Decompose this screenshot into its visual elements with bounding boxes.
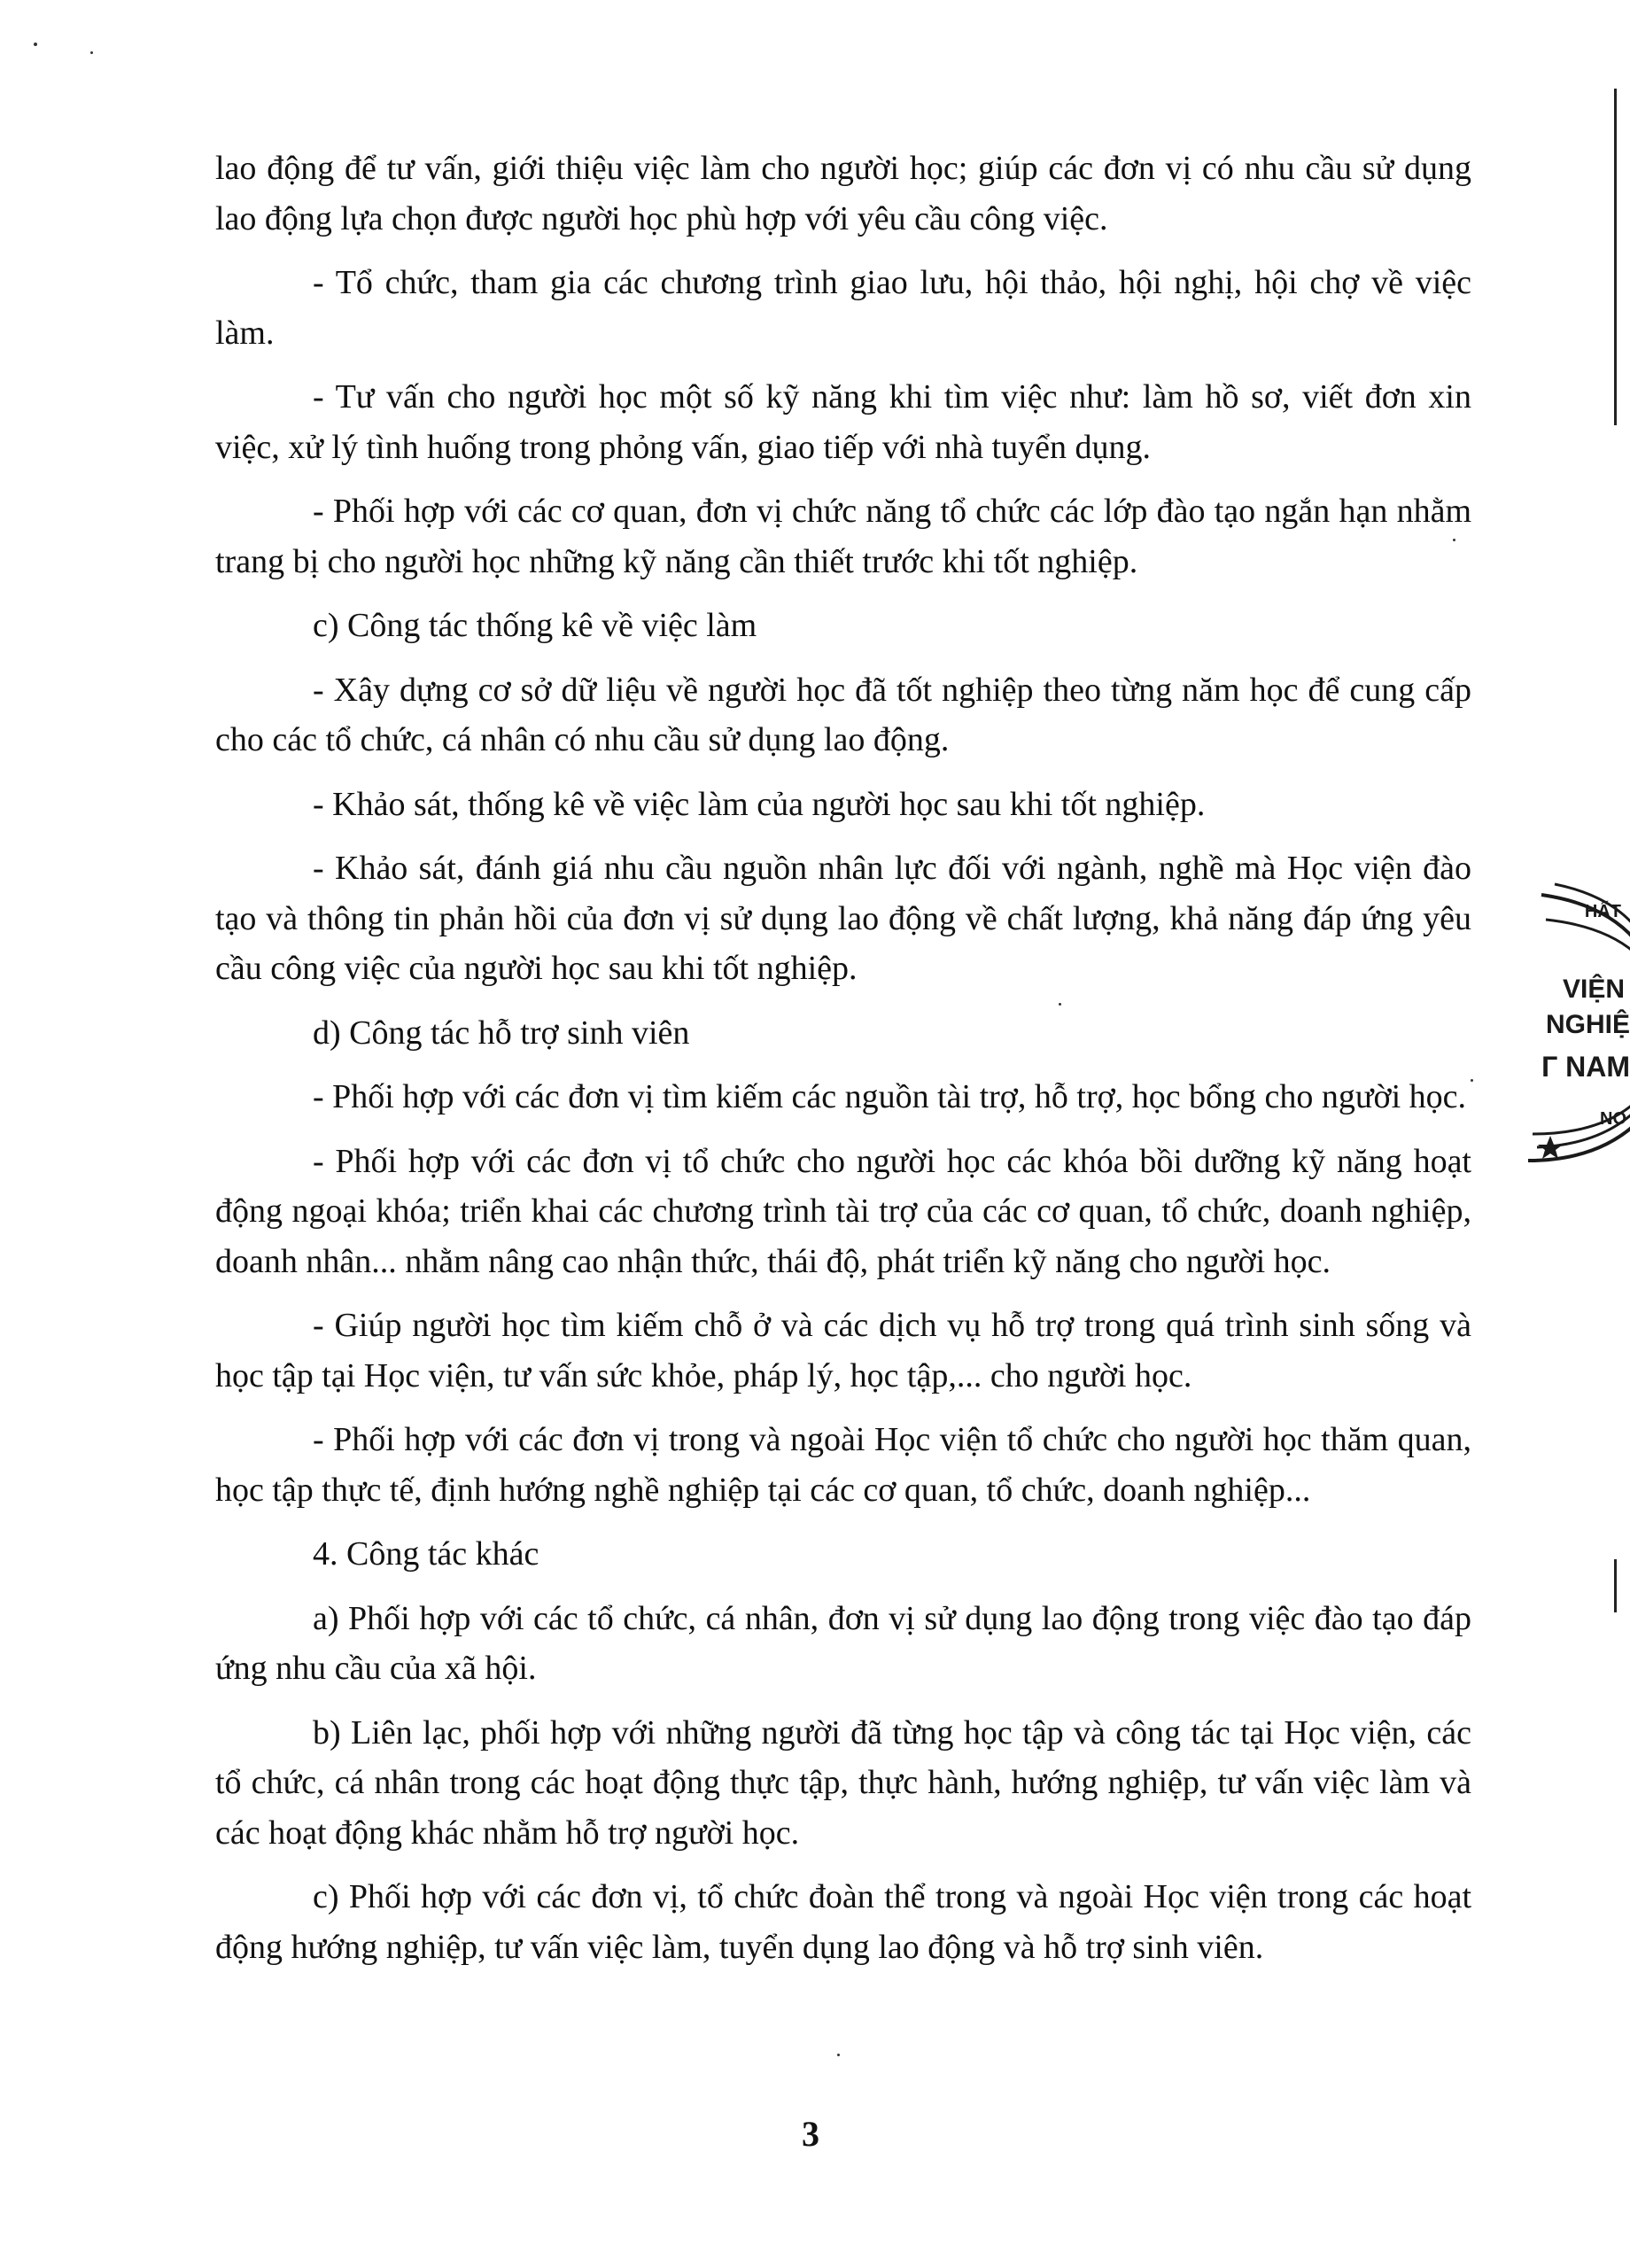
paragraph-8: - Khảo sát, đánh giá nhu cầu nguồn nhân lực đối với ngành, nghề mà Học viện đào tạo và thông tin phản hồi của đơn vị sử dụng lao động về chất lượng, khả năng đáp ứng yêu cầu công việc của người học sau khi tốt nghiệp. [215, 850, 1471, 987]
page-number: 3 [802, 2114, 819, 2154]
scan-speck [34, 43, 37, 46]
paragraph-11: - Phối hợp với các đơn vị tổ chức cho người học các khóa bồi dưỡng kỹ năng hoạt động ngoại khóa; triển khai các chương trình tài trợ của các cơ quan, tổ chức, doanh nghiệp, doanh nhân... nhằm nâng cao nhận thức, thái độ, phát triển kỹ năng cho người học. [215, 1142, 1471, 1280]
paragraph-15: a) Phối hợp với các tổ chức, cá nhân, đơn vị sử dụng lao động trong việc đào tạo đáp ứng nhu cầu của xã hội. [215, 1599, 1471, 1687]
paragraph-1: lao động để tư vấn, giới thiệu việc làm cho người học; giúp các đơn vị có nhu cầu sử dụng lao động lựa chọn được người học phù hợp với yêu cầu công việc. [215, 150, 1471, 237]
section-heading-c: c) Công tác thống kê về việc làm [313, 607, 757, 644]
stamp-top-text: HẤT [1584, 902, 1621, 921]
paragraph-16: b) Liên lạc, phối hợp với những người đã từng học tập và công tác tại Học viện, các tổ chức, cá nhân trong các hoạt động thực tập, thực hành, hướng nghiệp, tư vấn việc làm và các hoạt động khác nhằm hỗ trợ người học. [215, 1713, 1471, 1852]
scan-speck [837, 2054, 840, 2056]
section-heading-4: 4. Công tác khác [313, 1535, 539, 1573]
scan-binding-edge [1614, 89, 1617, 425]
paragraph-3: - Tư vấn cho người học một số kỹ năng khi tìm việc như: làm hồ sơ, viết đơn xin việc, xử lý tình huống trong phỏng vấn, giao tiếp với nhà tuyển dụng. [215, 378, 1471, 466]
paragraph-4: - Phối hợp với các cơ quan, đơn vị chức năng tổ chức các lớp đào tạo ngắn hạn nhằm trang bị cho người học những kỹ năng cần thiết trước khi tốt nghiệp. [215, 493, 1471, 580]
scan-binding-edge-lower [1614, 1559, 1617, 1612]
paragraph-12: - Giúp người học tìm kiếm chỗ ở và các dịch vụ hỗ trợ trong quá trình sinh sống và học tập tại Học viện, tư vấn sức khỏe, pháp lý, học tập,... cho người học. [215, 1307, 1471, 1394]
paragraph-10: - Phối hợp với các đơn vị tìm kiếm các nguồn tài trợ, hỗ trợ, học bổng cho người học. [313, 1078, 1467, 1115]
stamp-line-1: VIỆN [1562, 975, 1625, 1004]
paragraph-2: - Tổ chức, tham gia các chương trình giao lưu, hội thảo, hội nghị, hội chợ về việc làm. [215, 264, 1471, 352]
paragraph-6: - Xây dựng cơ sở dữ liệu về người học đã tốt nghiệp theo từng năm học để cung cấp cho các tổ chức, cá nhân có nhu cầu sử dụng lao động. [215, 671, 1471, 758]
stamp-line-3: Г NAM [1541, 1051, 1630, 1083]
section-heading-d: d) Công tác hỗ trợ sinh viên [313, 1014, 690, 1052]
paragraph-13: - Phối hợp với các đơn vị trong và ngoài Học viện tổ chức cho người học thăm quan, học tập thực tế, định hướng nghề nghiệp tại các cơ quan, tổ chức, doanh nghiệp... [215, 1421, 1471, 1509]
scan-speck [90, 51, 93, 54]
document-body [215, 144, 1471, 1986]
paragraph-7: - Khảo sát, thống kê về việc làm của người học sau khi tốt nghiệp. [313, 785, 1206, 823]
stamp-line-2: NGHIỆ [1545, 1010, 1630, 1039]
paragraph-17: c) Phối hợp với các đơn vị, tổ chức đoàn thể trong và ngoài Học viện trong các hoạt động hướng nghiệp, tư vấn việc làm, tuyển dụng lao động và hỗ trợ sinh viên. [215, 1878, 1471, 1966]
official-stamp [1524, 877, 1630, 1169]
stamp-bottom-text: NO [1600, 1109, 1626, 1129]
